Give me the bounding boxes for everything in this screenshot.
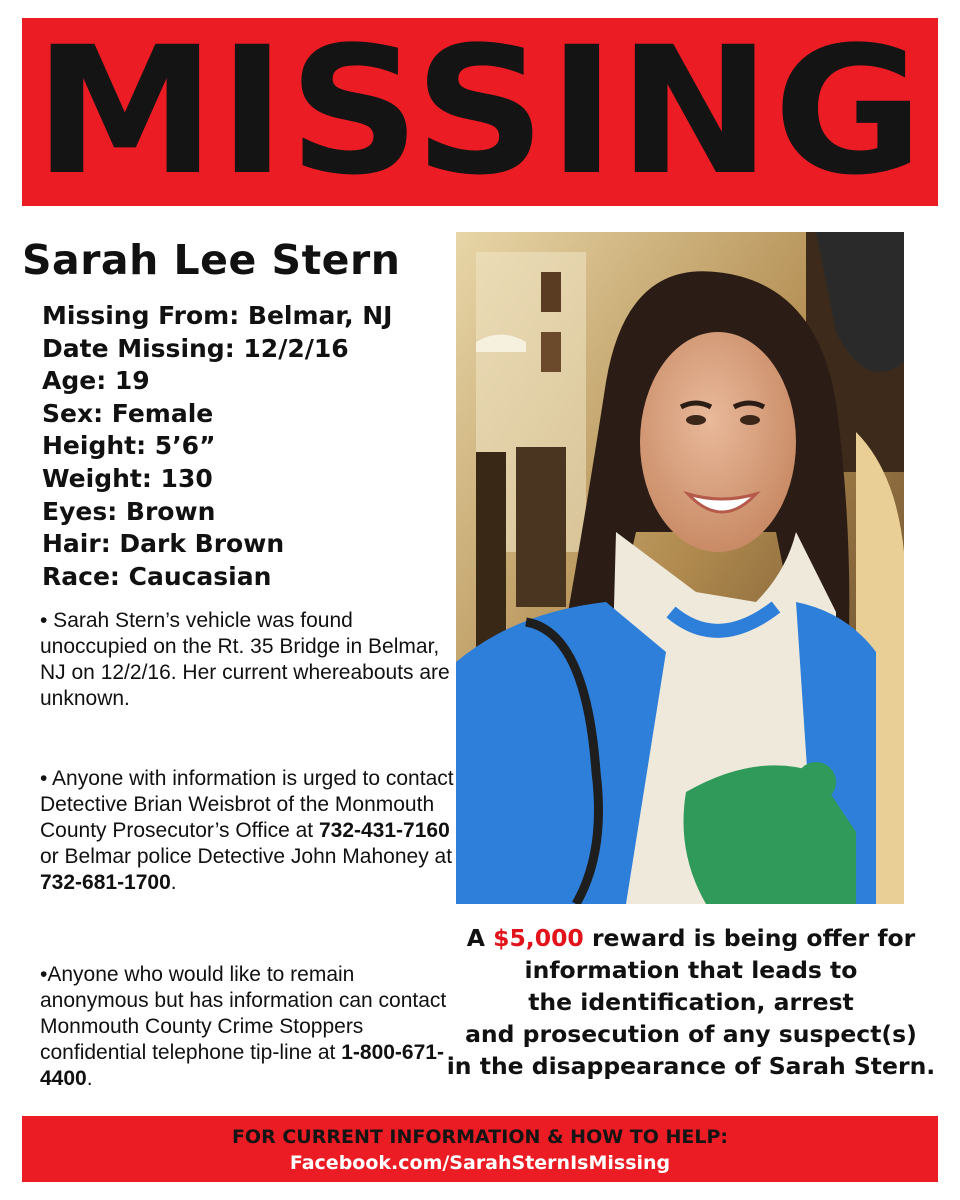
reward-line-3: the identification, arrest <box>528 988 854 1016</box>
contact-text-a: • Anyone with information is urged to contact Detective Brian Weisbrot of the Monmouth County Prosecutor’s Office at <box>40 767 454 842</box>
fact-missing-from: Missing From: Belmar, NJ <box>42 301 393 330</box>
contact-text-b: or Belmar police Detective John Mahoney at <box>40 845 453 868</box>
reward-line-5: in the disappearance of Sarah Stern. <box>446 1052 936 1080</box>
fact-hair: Hair: Dark Brown <box>42 529 285 559</box>
portrait-illustration <box>456 232 904 904</box>
anon-text-b: . <box>86 1067 93 1090</box>
footer-help-text: FOR CURRENT INFORMATION & HOW TO HELP: <box>231 1126 729 1148</box>
fact-age: Age: 19 <box>42 366 150 396</box>
fact-eyes: Eyes: Brown <box>42 496 216 526</box>
person-name: Sarah Lee Stern <box>22 236 401 284</box>
anonymous-paragraph <box>40 962 460 1092</box>
reward-amount: $5,000 <box>493 924 584 952</box>
fact-height: Height: 5’6” <box>42 431 216 461</box>
fact-race: Race: Caucasian <box>42 561 272 591</box>
contact-text-c: . <box>170 871 177 894</box>
reward-line-1 <box>440 922 942 954</box>
facts-list <box>42 300 393 593</box>
reward-suffix: reward is being offer for <box>583 924 916 952</box>
fact-sex: Sex: Female <box>42 398 214 428</box>
reward-notice <box>440 922 942 1082</box>
footer-banner <box>22 1116 938 1182</box>
headline-title: MISSING <box>34 9 926 214</box>
tipline-phone: 1-800-671-4400 <box>40 1041 444 1090</box>
police-phone: 732-681-1700 <box>40 871 171 894</box>
prosecutor-phone: 732-431-7160 <box>318 819 450 842</box>
fact-date-missing: Date Missing: 12/2/16 <box>42 333 349 363</box>
headline-banner <box>22 9 938 214</box>
facebook-link[interactable]: Facebook.com/SarahSternIsMissing <box>289 1152 671 1174</box>
fact-weight: Weight: 130 <box>42 463 213 493</box>
reward-line-2: information that leads to <box>524 956 858 984</box>
contact-paragraph <box>40 766 460 896</box>
vehicle-paragraph: • Sarah Stern’s vehicle was found unoccupied on the Rt. 35 Bridge in Belmar, NJ on 12/2/16. Her current whereabouts are unknown. <box>40 609 450 710</box>
reward-line-4: and prosecution of any suspect(s) <box>465 1020 917 1048</box>
anon-text-a: •Anyone who would like to remain anonymous but has information can contact Monmouth County Crime Stoppers confidential telephone tip-line at <box>40 963 447 1064</box>
portrait-photo <box>456 232 904 904</box>
reward-prefix: A <box>466 924 494 952</box>
